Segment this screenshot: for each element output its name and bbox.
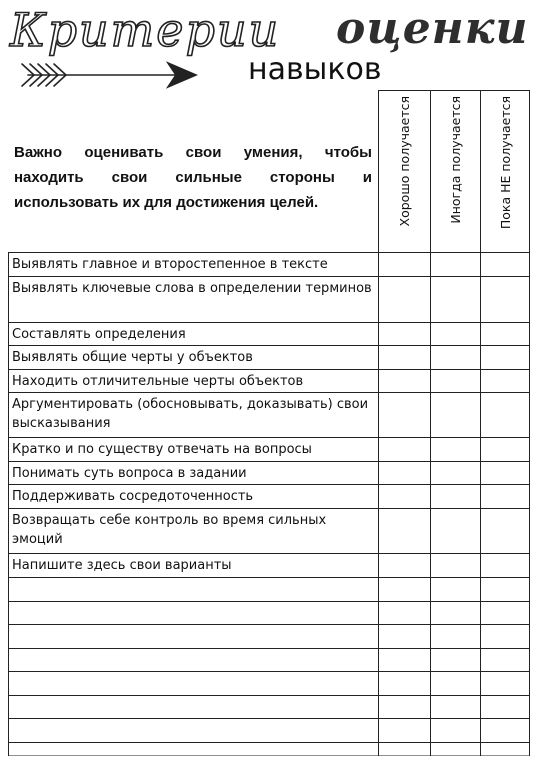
title-script-word: Критерии xyxy=(10,3,281,57)
column-header-label: Иногда получается xyxy=(447,96,463,224)
title-plain-word: навыков xyxy=(248,52,382,87)
table-row-label xyxy=(12,580,372,600)
table-row-label xyxy=(12,745,372,766)
table-row-label: Выявлять главное и второстепенное в тексте xyxy=(12,257,328,272)
table-row-label: Понимать суть вопроса в задании xyxy=(12,466,247,481)
table-row-label: Возвращать себе контроль во время сильных эмоций xyxy=(12,513,327,547)
column-header xyxy=(443,96,467,248)
column-header xyxy=(493,96,517,248)
table-row-label xyxy=(12,627,372,647)
table-row-label xyxy=(12,721,372,741)
title-brush-word: оценки xyxy=(336,3,529,54)
table-row-label xyxy=(12,698,372,717)
intro-text: Важно оценивать свои умения, чтобы находить свои сильные стороны и использовать их для достижения целей. xyxy=(14,144,372,211)
column-header-label: Пока НЕ получается xyxy=(497,96,513,230)
table-row-label xyxy=(12,674,372,694)
table-row-label xyxy=(12,604,372,623)
table-row-label: Кратко и по существу отвечать на вопросы xyxy=(12,442,312,457)
table-row-label xyxy=(12,651,372,670)
table-row-label: Напишите здесь свои варианты xyxy=(12,558,232,573)
table-row-label: Поддерживать сосредоточенность xyxy=(12,489,254,504)
column-header xyxy=(392,96,416,248)
arrow-icon xyxy=(18,60,204,90)
table-row-label: Составлять определения xyxy=(12,327,186,342)
table-row-label: Выявлять ключевые слова в определении терминов xyxy=(12,281,372,296)
table-row-label: Выявлять общие черты у объектов xyxy=(12,350,253,365)
table-row-label: Находить отличительные черты объектов xyxy=(12,374,304,389)
table-row-label: Аргументировать (обосновывать, доказывать) свои высказывания xyxy=(12,397,369,431)
skills-table xyxy=(8,90,530,756)
column-header-label: Хорошо получается xyxy=(396,96,412,227)
